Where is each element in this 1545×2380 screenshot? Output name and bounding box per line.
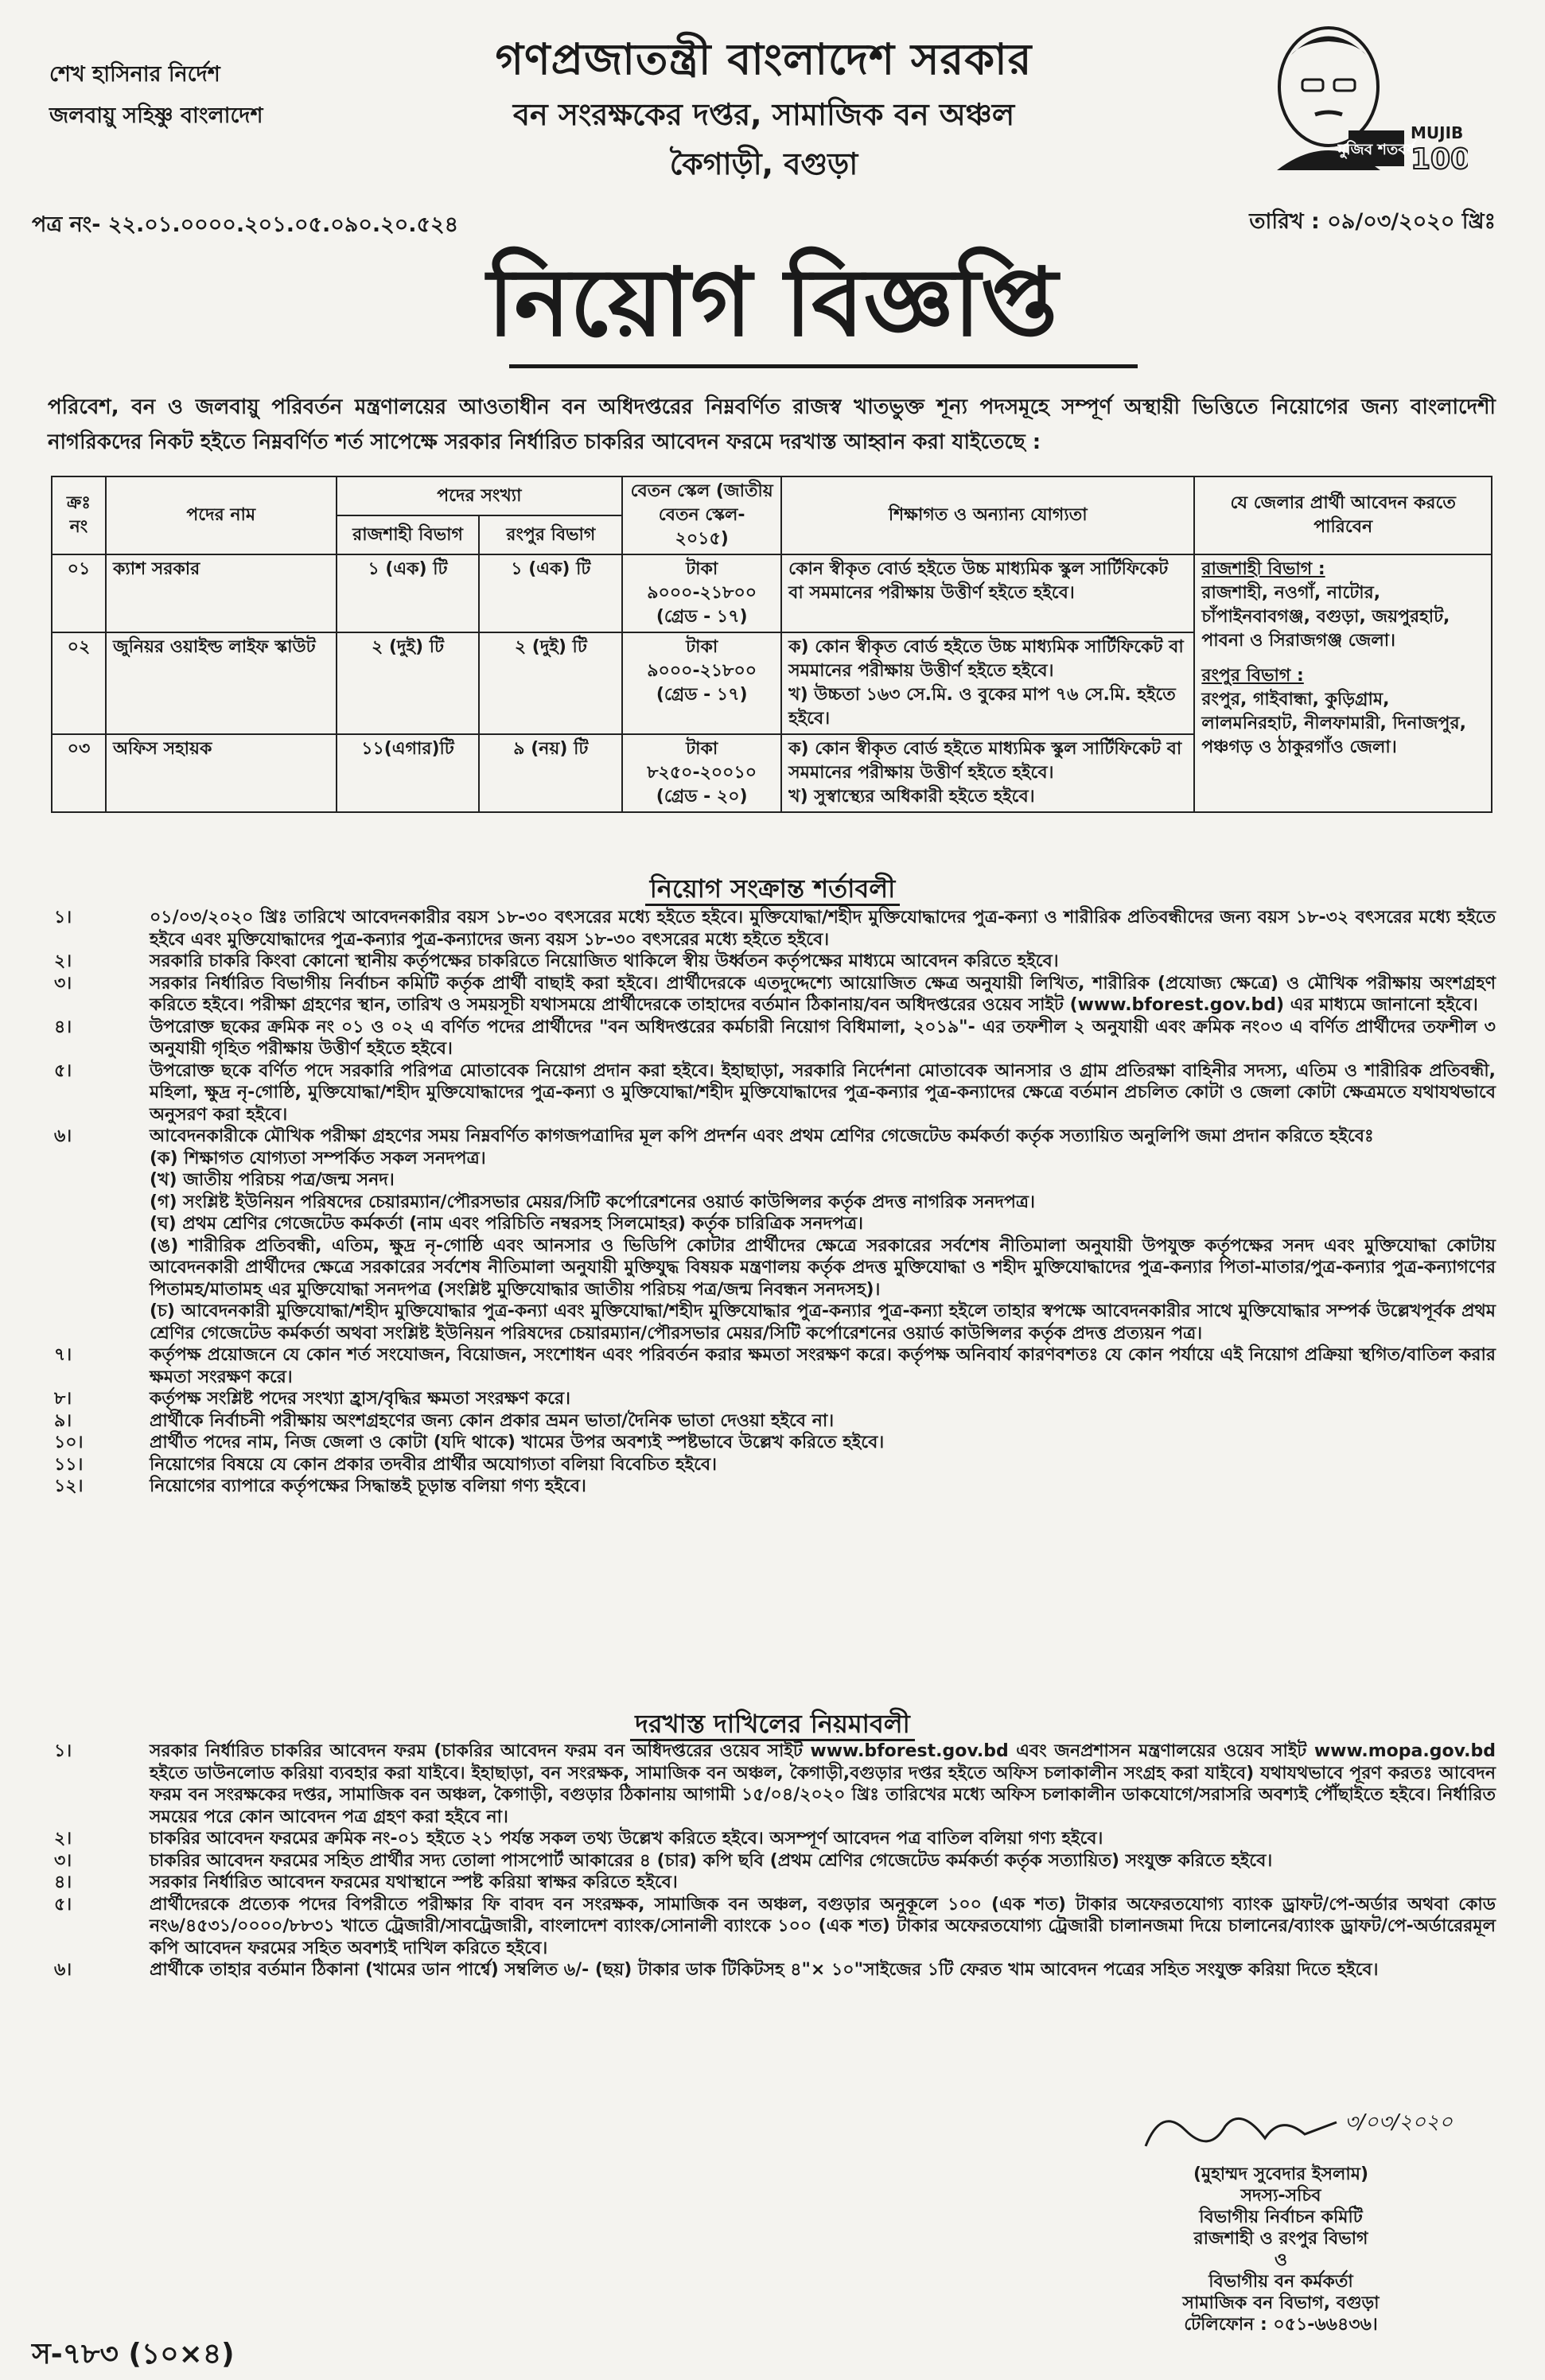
item-number: ২। bbox=[54, 951, 72, 971]
signature-scribble-icon bbox=[1130, 2090, 1512, 2162]
item-number: ৯। bbox=[54, 1410, 72, 1431]
item-text: ০১/০৩/২০২০ খ্রিঃ তারিখে আবেদনকারীর বয়স ১৮-৩০ বৎসরের মধ্যে হইতে হইবে। মুক্তিযোদ্ধা/শহীদ মুক্তিযোদ্ধাদের পুত্র-কন্যা ও শারীরিক প্রতিবন্ধীদের জন্য বয়স ১৮-৩২ বৎসরের মধ্যে হইতে হইবে এবং মুক্তিযোদ্ধাদের পুত্র-কন্যার পুত্র-কন্যাদের জন্য বয়স ১৮-৩০ বৎসরের মধ্যে হইতে হইবে। bbox=[150, 908, 1496, 950]
signatory-line: বিভাগীয় বন কর্মকর্তা bbox=[1208, 2272, 1353, 2292]
signature bbox=[1130, 2090, 1512, 2162]
item-number: ১২। bbox=[54, 1476, 84, 1496]
cell-rajshahi: ১ (এক) টি bbox=[337, 554, 480, 632]
logo-bangla-text: মুজিব শতবর্ষ bbox=[1337, 141, 1415, 158]
list-item bbox=[48, 1344, 1496, 1388]
col-header-qualification: শিক্ষাগত ও অন্যান্য যোগ্যতা bbox=[781, 476, 1194, 554]
col-header-count: পদের সংখ্যা bbox=[337, 476, 623, 515]
signatory-line: বিভাগীয় নির্বাচন কমিটি bbox=[1199, 2207, 1363, 2227]
item-number: ৬। bbox=[54, 1960, 72, 1980]
conditions-heading bbox=[0, 869, 1545, 912]
item-text: প্রার্থীত পদের নাম, নিজ জেলা ও কোটা (যদি থাকে) খামের উপর অবশ্যই স্পষ্টভাবে উল্লেখ করিতে হইবে। bbox=[150, 1433, 885, 1452]
slogan-line-2: জলবায়ু সহিষ্ণু বাংলাদেশ bbox=[49, 103, 263, 128]
item-text: চাকরির আবেদন ফরমের সহিত প্রার্থীর সদ্য তোলা পাসপোর্ট আকারের ৪ (চার) কপি ছবি (প্রথম শ্রেণির গেজেটেড কর্মকর্তা কর্তৃক সত্যায়িত) সংযুক্ত করিতে হইবে। bbox=[150, 1850, 1273, 1871]
conditions-list bbox=[48, 907, 1496, 1498]
conditions-heading-text: নিয়োগ সংক্রান্ত শর্তাবলী bbox=[645, 873, 901, 906]
list-item bbox=[48, 973, 1496, 1017]
list-item bbox=[48, 1432, 1496, 1454]
item-number: ২। bbox=[54, 1829, 72, 1849]
qualification-line: খ) সুস্বাস্থ্যের অধিকারী হইতে হইবে। bbox=[788, 787, 1035, 807]
item-number: ৩। bbox=[54, 973, 72, 994]
list-item bbox=[48, 1454, 1496, 1476]
cell-post: ক্যাশ সরকার bbox=[106, 554, 337, 632]
signatory-line: রাজশাহী ও রংপুর বিভাগ bbox=[1193, 2229, 1368, 2249]
vacancy-table bbox=[51, 476, 1492, 813]
list-item bbox=[48, 1410, 1496, 1433]
notice-date: তারিখ : ০৯/০৩/২০২০ খ্রিঃ bbox=[1249, 209, 1496, 234]
qualification-line: ক) কোন স্বীকৃত বোর্ড হইতে মাধ্যমিক স্কুল সার্টিফিকেট বা সমমানের পরীক্ষায় উত্তীর্ণ হইতে হইবে। bbox=[788, 739, 1182, 783]
item-text: প্রার্থীদেরকে প্রত্যেক পদের বিপরীতে পরীক্ষার ফি বাবদ বন সংরক্ষক, সামাজিক বন অঞ্চল, বগুড়ার অনুকূলে ১০০ (এক শত) টাকার অফেরতযোগ্য ব্যাংক ড্রাফট/পে-অর্ডার অথবা কোড নং৬/৪৫৩১/০০০০/৮৮৩১ খাতে ট্রেজারী/সাবট্রেজারী, বাংলাদেশ ব্যাংক/সোনালী ব্যাংকে ১০০ (এক শত) টাকার অফেরতযোগ্য ট্রেজারী চালানজমা দিয়ে চালানের/ব্যাংক ড্রাফট/পে-অর্ডারেরমূল কপি আবেদন ফরমের সহিত অবশ্যই দাখিল করিতে হইবে। bbox=[150, 1894, 1496, 1958]
list-item bbox=[48, 1388, 1496, 1410]
cell-post: অফিস সহায়ক bbox=[106, 734, 337, 812]
item-text: কর্তৃপক্ষ প্রয়োজনে যে কোন শর্ত সংযোজন, বিয়োজন, সংশোধন এবং পরিবর্তন করার ক্ষমতা সংরক্ষণ করে। কর্তৃপক্ষ অনিবার্য কারণবশতঃ যে কোন পর্যায়ে এই নিয়োগ প্রক্রিয়া স্থগিত/বাতিল করার ক্ষমতা সংরক্ষণ করে। bbox=[150, 1345, 1496, 1387]
col-header-rajshahi: রাজশাহী বিভাগ bbox=[337, 515, 480, 554]
item-text: আবেদনকারীকে মৌখিক পরীক্ষা গ্রহণের সময় নিম্নবর্ণিত কাগজপত্রাদির মূল কপি প্রদর্শন এবং প্রথম শ্রেণির গেজেটেড কর্মকর্তা কর্তৃক সত্যায়িত অনুলিপি জমা প্রদান করিতে হইবেঃ bbox=[150, 1126, 1374, 1146]
cell-post: জুনিয়র ওয়াইল্ড লাইফ স্কাউট bbox=[106, 632, 337, 734]
government-name: গণপ্রজাতন্ত্রী বাংলাদেশ সরকার bbox=[495, 34, 1033, 84]
logo-number-text: 100 bbox=[1411, 143, 1468, 176]
slogan-line-1: শেখ হাসিনার নির্দেশ bbox=[49, 62, 220, 87]
cell-rajshahi: ২ (দুই) টি bbox=[337, 632, 480, 734]
sub-item: (গ) সংশ্লিষ্ট ইউনিয়ন পরিষদের চেয়ারম্যান/পৌরসভার মেয়র/সিটি কর্পোরেশনের ওয়ার্ড কাউন্সিলর কর্তৃক প্রদত্ত নাগরিক সনদপত্র। bbox=[150, 1192, 1035, 1212]
mujib-centenary-logo bbox=[1229, 11, 1468, 178]
list-item bbox=[48, 1060, 1496, 1126]
left-slogan bbox=[49, 54, 263, 137]
signatory-line: ও bbox=[1274, 2250, 1288, 2270]
item-number: ১১। bbox=[54, 1454, 84, 1475]
table-row bbox=[52, 554, 1492, 632]
item-number: ১। bbox=[54, 1741, 72, 1761]
item-text: সরকার নির্ধারিত চাকরির আবেদন ফরম (চাকরির আবেদন ফরম বন অধিদপ্তরের ওয়েব সাইট www.bforest.gov.bd এবং জনপ্রশাসন মন্ত্রণালয়ের ওয়েব সাইট www.mopa.gov.bd হইতে ডাউনলোড করিয়া ব্যবহার করা যাইবে। ইহাছাড়া, বন সংরক্ষক, সামাজিক বন অঞ্চল, কৈগাড়ী,বগুড়ার দপ্তর হইতে অফিস চলাকালীন সংগ্রহ করা যাইবে) যথাযথভাবে পূরণ করতঃ আবেদন ফরম বন সংরক্ষকের দপ্তর, সামাজিক বন অঞ্চল, কৈগাড়ী, বগুড়ার ঠিকানায় আগামী ১৫/০৪/২০২০ খ্রিঃ তারিখের মধ্যে অফিস চলাকালীন ডাকযোগে/সরাসরি অবশ্যই পৌঁছাইতে হইবে। নির্ধারিত সময়ের পরে কোন আবেদন পত্র গ্রহণ করা হইবে না। bbox=[150, 1741, 1496, 1827]
item-number: ৫। bbox=[54, 1060, 72, 1081]
item-number: ৩। bbox=[54, 1850, 72, 1871]
item-text: প্রার্থীকে নির্বাচনী পরীক্ষায় অংশগ্রহণের জন্য কোন প্রকার ভ্রমন ভাতা/দৈনিক ভাতা দেওয়া হইবে না। bbox=[150, 1410, 835, 1431]
col-header-post: পদের নাম bbox=[106, 476, 337, 554]
logo-english-text: MUJIB bbox=[1411, 123, 1464, 142]
item-number: ৪। bbox=[54, 1872, 72, 1892]
rules-heading-text: দরখাস্ত দাখিলের নিয়মাবলী bbox=[630, 1709, 915, 1741]
list-item bbox=[48, 1017, 1496, 1060]
item-number: ৮। bbox=[54, 1389, 72, 1409]
office-location: কৈগাড়ী, বগুড়া bbox=[669, 146, 858, 181]
col-header-rangpur: রংপুর বিভাগ bbox=[479, 515, 622, 554]
list-item bbox=[48, 1126, 1496, 1344]
item-text: সরকার নির্ধারিত বিভাগীয় নির্বাচন কমিটি কর্তৃক প্রার্থী বাছাই করা হইবে। প্রার্থীদেরকে এতদুদ্দেশ্যে আয়োজিত ক্ষেত্র অনুযায়ী লিখিত, শারীরিক (প্রযোজ্য ক্ষেত্রে) ও মৌখিক পরীক্ষায় অংশগ্রহণ করিতে হইবে। পরীক্ষা গ্রহণের স্থান, তারিখ ও সময়সূচী যথাসময়ে প্রার্থীদেরকে তাহাদের বর্তমান ঠিকানায়/বন অধিদপ্তরের ওয়েব সাইট (www.bforest.gov.bd) এর মাধ্যমে জানানো হইবে। bbox=[150, 973, 1496, 1015]
sub-item: (ঙ) শারীরিক প্রতিবন্ধী, এতিম, ক্ষুদ্র নৃ-গোষ্ঠি এবং আনসার ও ভিডিপি কোটার প্রার্থীদের ক্ষেত্রে সরকারের সর্বশেষ নীতিমালা অনুযায়ী উপযুক্ত কর্তৃপক্ষের সনদ এবং মুক্তিযোদ্ধা কোটায় আবেদনকারী প্রার্থীদের ক্ষেত্রে সরকারের সর্বশেষ নীতিমালা অনুযায়ী মুক্তিযুদ্ধ বিষয়ক মন্ত্রণালয় কর্তৃক প্রদত্ত মুক্তিযোদ্ধা ও শহীদ মুক্তিযোদ্ধাদের পুত্র-কন্যার পিতা-মাতার/পুত্র-কন্যার পুত্র-কন্যাগণের পিতামহ/মাতামহ এর মুক্তিযোদ্ধা সনদপত্র (সংশ্লিষ্ট মুক্তিযোদ্ধার জাতীয় পরিচয় পত্র/জন্ম নিবন্ধন সনদসহ)। bbox=[150, 1235, 1496, 1300]
signatory-line: সদস্য-সচিব bbox=[1240, 2186, 1321, 2206]
item-text: সরকারি চাকরি কিংবা কোনো স্থানীয় কর্তৃপক্ষের চাকরিতে নিয়োজিত থাকিলে স্বীয় উর্ধ্বতন কর্তৃপক্ষের মাধ্যমে আবেদন করিতে হইবে। bbox=[150, 951, 1059, 971]
rules-list bbox=[48, 1740, 1496, 1981]
cell-districts bbox=[1194, 554, 1492, 812]
qualification-line: খ) উচ্চতা ১৬৩ সে.মি. ও বুকের মাপ ৭৬ সে.মি. হইতে হইবে। bbox=[788, 685, 1176, 729]
item-number: ৭। bbox=[54, 1345, 72, 1365]
list-item bbox=[48, 1850, 1496, 1872]
cell-qualification bbox=[781, 632, 1194, 734]
cell-scale: টাকা ৯০০০-২১৮০০ (গ্রেড - ১৭) bbox=[622, 632, 781, 734]
cell-qualification bbox=[781, 554, 1194, 632]
item-number: ১। bbox=[54, 908, 72, 928]
list-item bbox=[48, 1894, 1496, 1960]
qualification-line: কোন স্বীকৃত বোর্ড হইতে উচ্চ মাধ্যমিক স্কুল সার্টিফিকেট বা সমমানের পরীক্ষায় উত্তীর্ণ হইতে হইবে। bbox=[788, 559, 1169, 603]
office-name: বন সংরক্ষকের দপ্তর, সামাজিক বন অঞ্চল bbox=[512, 97, 1015, 132]
sub-item: (ঘ) প্রথম শ্রেণির গেজেটেড কর্মকর্তা (নাম এবং পরিচিতি নম্বরসহ সিলমোহর) কর্তৃক চারিত্রিক সনদপত্র। bbox=[150, 1214, 864, 1234]
district-rajshahi-list: রাজশাহী, নওগাঁ, নাটোর, চাঁপাইনবাবগঞ্জ, বগুড়া, জয়পুরহাট, পাবনা ও সিরাজগঞ্জ জেলা। bbox=[1201, 583, 1450, 651]
letterhead bbox=[366, 30, 1162, 188]
item-text: সরকার নির্ধারিত আবেদন ফরমের যথাস্থানে স্পষ্ট করিয়া স্বাক্ষর করিতে হইবে। bbox=[150, 1872, 678, 1892]
sub-item: (ক) শিক্ষাগত যোগ্যতা সম্পর্কিত সকল সনদপত্র। bbox=[150, 1148, 486, 1169]
title-underline bbox=[509, 364, 1138, 368]
qualification-line: ক) কোন স্বীকৃত বোর্ড হইতে উচ্চ মাধ্যমিক সার্টিফিকেট বা সমমানের পরীক্ষায় উত্তীর্ণ হইতে হইবে। bbox=[788, 637, 1184, 681]
list-item bbox=[48, 1476, 1496, 1498]
list-item bbox=[48, 1740, 1496, 1828]
cell-rangpur: ১ (এক) টি bbox=[479, 554, 622, 632]
item-text: কর্তৃপক্ষ সংশ্লিষ্ট পদের সংখ্যা হ্রাস/বৃদ্ধির ক্ষমতা সংরক্ষণ করে। bbox=[150, 1389, 570, 1409]
item-text: নিয়োগের ব্যাপারে কর্তৃপক্ষের সিদ্ধান্তই চূড়ান্ত বলিয়া গণ্য হইবে। bbox=[150, 1476, 586, 1496]
intro-paragraph: পরিবেশ, বন ও জলবায়ু পরিবর্তন মন্ত্রণালয়ের আওতাধীন বন অধিদপ্তরের নিম্নবর্ণিত রাজস্ব খাতভুক্ত শূন্য পদসমূহে সম্পূর্ণ অস্থায়ী ভিত্তিতে নিয়োগের জন্য বাংলাদেশী নাগরিকদের নিকট হইতে নিম্নবর্ণিত শর্ত সাপেক্ষে সরকার নির্ধারিত চাকরির আবেদন ফরমে দরখাস্ত আহ্বান করা যাইতেছে : bbox=[48, 395, 1496, 454]
col-header-scale: বেতন স্কেল (জাতীয় বেতন স্কেল- ২০১৫) bbox=[622, 476, 781, 554]
signatory-line: সামাজিক বন বিভাগ, বগুড়া bbox=[1182, 2293, 1380, 2313]
portrait-icon bbox=[1229, 11, 1468, 178]
cell-qualification bbox=[781, 734, 1194, 812]
memo-number: পত্র নং- ২২.০১.০০০০.২০১.০৫.০৯০.২০.৫২৪ bbox=[32, 212, 459, 237]
table-header-row bbox=[52, 476, 1492, 515]
cell-sl: ০১ bbox=[52, 554, 106, 632]
cell-scale: টাকা ৮২৫০-২০০১০ (গ্রেড - ২০) bbox=[622, 734, 781, 812]
cell-sl: ০৩ bbox=[52, 734, 106, 812]
list-item bbox=[48, 907, 1496, 951]
col-header-district: যে জেলার প্রার্থী আবেদন করতে পারিবেন bbox=[1194, 476, 1492, 554]
item-number: ৪। bbox=[54, 1017, 72, 1037]
cell-scale: টাকা ৯০০০-২১৮০০ (গ্রেড - ১৭) bbox=[622, 554, 781, 632]
item-number: ৬। bbox=[54, 1126, 72, 1146]
item-number: ৫। bbox=[54, 1894, 72, 1915]
list-item bbox=[48, 1828, 1496, 1850]
item-number: ১০। bbox=[54, 1433, 84, 1452]
sub-item: (খ) জাতীয় পরিচয় পত্র/জন্ম সনদ। bbox=[150, 1170, 395, 1190]
signatory-line: টেলিফোন : ০৫১-৬৬৪৩৬। bbox=[1184, 2315, 1378, 2335]
cell-rangpur: ৯ (নয়) টি bbox=[479, 734, 622, 812]
list-item bbox=[48, 951, 1496, 973]
list-item bbox=[48, 1959, 1496, 1981]
item-text: উপরোক্ত ছকে বর্ণিত পদে সরকারি পরিপত্র মোতাবেক নিয়োগ প্রদান করা হইবে। ইহাছাড়া, সরকারি নির্দেশনা মোতাবেক আনসার ও গ্রাম প্রতিরক্ষা বাহিনীর সদস্য, এতিম ও শারীরিক প্রতিবন্ধী, মহিলা, ক্ষুদ্র নৃ-গোষ্ঠি, মুক্তিযোদ্ধা/শহীদ মুক্তিযোদ্ধাদের পুত্র-কন্যা ও মুক্তিযোদ্ধা/শহীদ মুক্তিযোদ্ধাদের পুত্র-কন্যার পুত্র-কন্যাদের ক্ষেত্রে বর্তমান প্রচলিত কোটা ও জেলা কোটা ক্ষেত্রমতে যথাযথভাবে অনুসরণ করা হইবে। bbox=[150, 1060, 1496, 1125]
list-item bbox=[48, 1872, 1496, 1894]
district-rajshahi-heading: রাজশাহী বিভাগ : bbox=[1201, 559, 1325, 579]
item-body bbox=[150, 1126, 1496, 1344]
item-text: উপরোক্ত ছকের ক্রমিক নং ০১ ও ০২ এ বর্ণিত পদের প্রার্থীদের "বন অধিদপ্তরের কর্মচারী নিয়োগ বিধিমালা, ২০১৯"- এর তফশীল ২ অনুযায়ী এবং ক্রমিক নং০৩ এ বর্ণিত প্রার্থীদের তফশীল ৩ অনুযায়ী গৃহিত পরীক্ষায় উত্তীর্ণ হইতে হইবে। bbox=[150, 1017, 1496, 1059]
item-text: প্রার্থীকে তাহার বর্তমান ঠিকানা (খামের ডান পার্শ্বে) সম্বলিত ৬/- (ছয়) টাকার ডাক টিকিটসহ ৪"× ১০"সাইজের ১টি ফেরত খাম আবেদন পত্রের সহিত সংযুক্ত করিয়া দিতে হইবে। bbox=[150, 1960, 1379, 1980]
signature-date: ৩/০৩/২০২০ bbox=[1345, 2110, 1453, 2134]
item-text: চাকরির আবেদন ফরমের ক্রমিক নং-০১ হইতে ২১ পর্যন্ত সকল তথ্য উল্লেখ করিতে হইবে। অসম্পূর্ণ আবেদন পত্র বাতিল বলিয়া গণ্য হইবে। bbox=[150, 1829, 1103, 1849]
publication-code: স-৭৮৩ (১০×৪) bbox=[32, 2338, 235, 2370]
district-rangpur-heading: রংপুর বিভাগ : bbox=[1201, 666, 1304, 686]
signatory-name: (মুহাম্মদ সুবেদার ইসলাম) bbox=[1193, 2164, 1369, 2184]
col-header-sl: ক্রঃ নং bbox=[52, 476, 106, 554]
cell-sl: ০২ bbox=[52, 632, 106, 734]
district-rangpur-list: রংপুর, গাইবান্ধা, কুড়িগ্রাম, লালমনিরহাট, নীলফামারী, দিনাজপুর, পঞ্চগড় ও ঠাকুরগাঁও জেলা। bbox=[1201, 690, 1466, 757]
sub-item: (চ) আবেদনকারী মুক্তিযোদ্ধা/শহীদ মুক্তিযোদ্ধার পুত্র-কন্যা এবং মুক্তিযোদ্ধা/শহীদ মুক্তিযোদ্ধার পুত্র-কন্যার পুত্র-কন্যা হইলে তাহার স্বপক্ষে আবেদনকারীর সাথে মুক্তিযোদ্ধার সম্পর্ক উল্লেখপূর্বক প্রথম শ্রেণির গেজেটেড কর্মকর্তা অথবা সংশ্লিষ্ট ইউনিয়ন পরিষদের চেয়ারম্যান/পৌরসভার মেয়র/সিটি কর্পোরেশনের ওয়ার্ড কাউন্সিলর কর্তৃক প্রদত্ত প্রত্যয়ন পত্র। bbox=[150, 1301, 1496, 1344]
cell-rangpur: ২ (দুই) টি bbox=[479, 632, 622, 734]
item-text: নিয়োগের বিষয়ে যে কোন প্রকার তদবীর প্রার্থীর অযোগ্যতা বলিয়া বিবেচিত হইবে। bbox=[150, 1454, 718, 1475]
notice-title: নিয়োগ বিজ্ঞপ্তি bbox=[487, 247, 1058, 357]
signatory-block bbox=[1034, 2164, 1527, 2335]
cell-rajshahi: ১১(এগার)টি bbox=[337, 734, 480, 812]
